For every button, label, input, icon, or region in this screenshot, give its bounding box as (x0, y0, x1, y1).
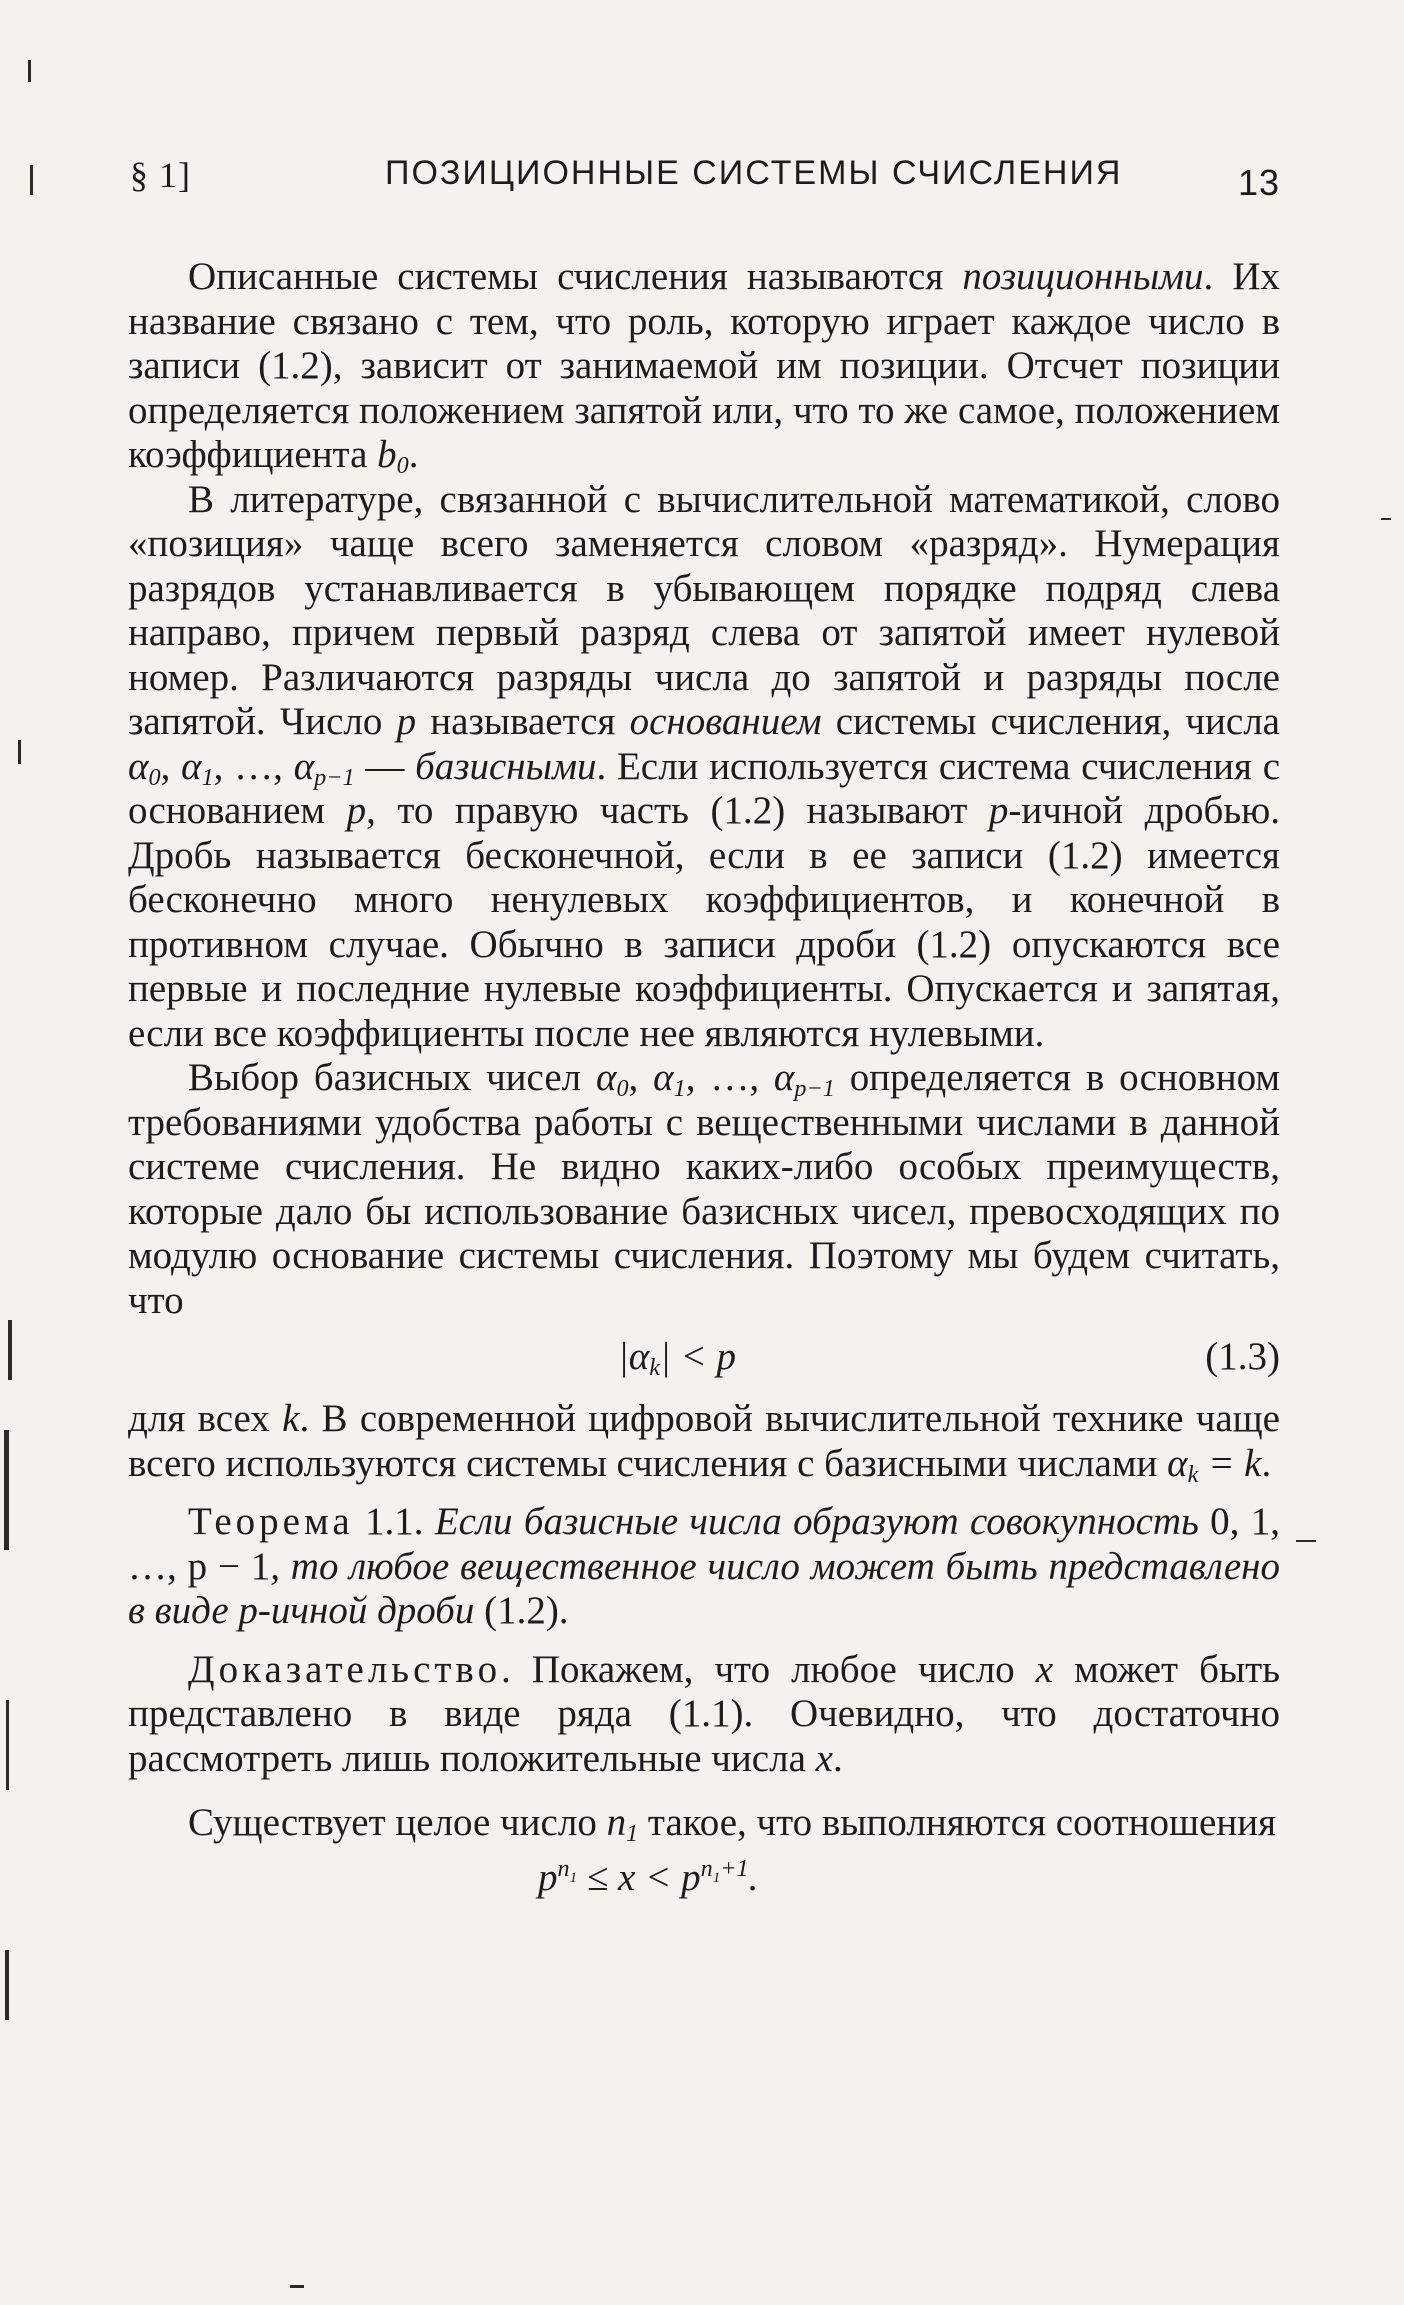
scan-speck (30, 165, 33, 195)
scan-speck (28, 60, 31, 82)
theorem-set: 0, 1, …, p − 1 (128, 1500, 1281, 1588)
alpha-p-1: $\alpha_{p-1}$ (293, 744, 355, 791)
scan-speck (18, 740, 21, 764)
theorem-label: Теорема (188, 1500, 354, 1543)
equation-alpha-k: $\alpha_k = k$ (1167, 1441, 1262, 1488)
body-text (128, 255, 1280, 1912)
page-number: 13 (1237, 162, 1280, 203)
scan-speck (290, 2285, 304, 2288)
term-positional: позиционными (962, 255, 1204, 298)
scan-speck (1296, 1540, 1316, 1542)
running-header (130, 150, 1280, 210)
alpha-1: $\alpha_1$ (181, 744, 214, 791)
paragraph-integer-n1: Существует целое число $n_1$ такое, что выполняются соотношения (188, 1801, 1277, 1847)
paragraph-positional: Описанные системы счисления называются позиционными. Их название связано с тем, что роль, которую играет каждое число в записи (1.2), зависит от занимаемой им позиции. Отсчет позиции определяется положением запятой или, что то же самое, положением коэффициента $b_0$. (128, 255, 1281, 479)
equation-power-bounds (128, 1852, 1280, 1912)
proof: Доказательство. Покажем, что любое число x может быть представлено в виде ряда (1.1). Очевидно, что достаточно рассмотреть лишь положительные числа x. (128, 1647, 1280, 1780)
term-basis: базисными (415, 744, 597, 788)
term-base: основанием (629, 700, 822, 743)
scan-speck (5, 1950, 9, 2020)
running-title: ПОЗИЦИОННЫЕ СИСТЕМЫ СЧИСЛЕНИЯ (385, 154, 1123, 192)
scan-speck (4, 1430, 9, 1550)
scan-speck (6, 1700, 9, 1790)
equation-number: (1.3) (1205, 1335, 1280, 1378)
scan-speck (1381, 518, 1391, 520)
coefficient-b0: $b_0$ (377, 433, 409, 479)
variable-n1: $n_1$ (606, 1801, 639, 1847)
paragraph-basis-choice: Выбор базисных чисел $\alpha_0$, $\alpha_1$, …, $\alpha_{p-1}$ определяется в основном требованиями удобства работы с вещественными числами в данной системе счисления. Не видно каких-либо особых преимуществ, которые дало бы использование базисных чисел, превосходящих по модулю основание системы счисления. Поэтому мы будем считать, что (128, 1056, 1281, 1322)
section-marker: § 1] (130, 155, 191, 195)
alpha-0: $\alpha_0$ (128, 744, 161, 791)
paragraph-digit-position: В литературе, связанной с вычислительной математикой, слово «позиция» чаще всего заменяется словом «разряд». Нумерация разрядов устанавливается в убывающем порядке подряд слева направо, причем первый разряд слева от запятой имеет нулевой номер. Различаются разряды числа до запятой и разряды после запятой. Число p называется основанием системы счисления, числа $\alpha_0$, $\alpha_1$, …, $\alpha_{p-1}$ — базисными. Если используется система счисления с основанием p, то правую часть (1.2) называют p-ичной дробью. Дробь называется бесконечной, если в ее записи (1.2) имеется бесконечно много ненулевых коэффициентов, и конечной в противном случае. Обычно в записи дроби (1.2) опускаются все первые и последние нулевые коэффициенты. Опускается и запятая, если все коэффициенты после нее являются нулевыми. (128, 477, 1281, 1055)
paragraph-for-all-k: для всех k. В современной цифровой вычислительной технике чаще всего используются системы счисления с базисными числами $\alpha_k = k$. (128, 1397, 1280, 1488)
scan-speck (8, 1320, 12, 1380)
equation-expression: $p^{n_1} \le x < p^{n_1+1}$. (538, 1854, 759, 1899)
theorem-1-1: Теорема 1.1. Если базисные числа образуют совокупность 0, 1, …, p − 1, то любое вещественное число может быть представлено в виде p-ичной дроби (1.2). (128, 1500, 1281, 1632)
equation-1-3 (128, 1323, 1280, 1397)
equation-expression: $|\alpha_k| < p$ (618, 1335, 736, 1381)
proof-label: Доказательство (188, 1647, 502, 1691)
